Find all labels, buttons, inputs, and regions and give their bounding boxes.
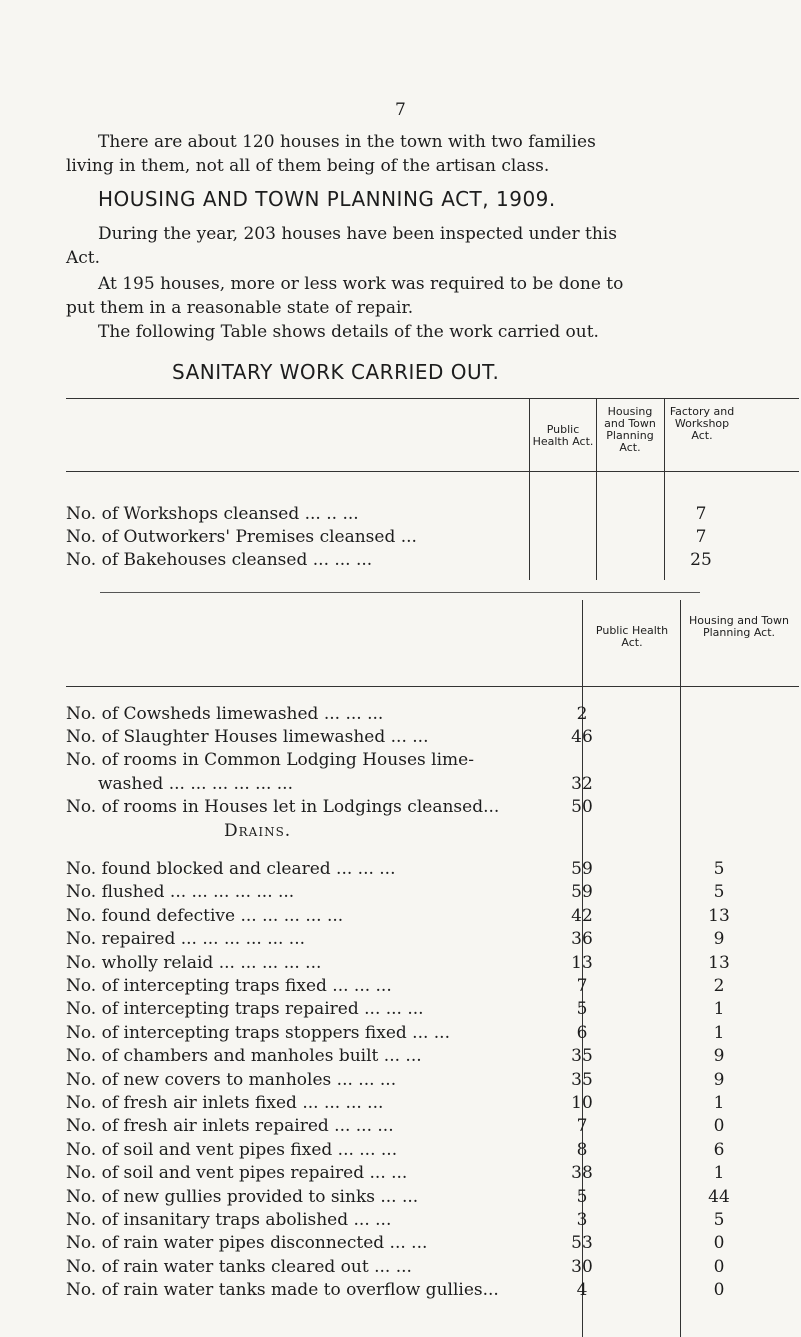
table-row: No. of Bakehouses cleansed ... ... ... 25 (66, 550, 712, 570)
col-housing-town-planning: Housing and Town Planning Act. (604, 405, 656, 454)
value-housing-town-planning: 13 (708, 905, 730, 926)
value-public-health: 6 (576, 1022, 588, 1043)
table-row (66, 1186, 800, 1208)
table-row (66, 998, 800, 1020)
row-label: No. of intercepting traps stoppers fixed ... ... (66, 1022, 450, 1043)
row-label: No. of new gullies provided to sinks ... ... (66, 1186, 419, 1207)
value-public-health: 5 (576, 999, 588, 1020)
row-label: No. of new covers to manholes ... ... ... (66, 1069, 397, 1090)
value-public-health: 35 (571, 1046, 593, 1067)
table-row (66, 1045, 800, 1067)
row-label: No. of rooms in Common Lodging Houses lime- (66, 750, 474, 771)
value-housing-town-planning: 1 (713, 999, 725, 1020)
value-public-health: 10 (571, 1093, 593, 1113)
value-public-health: 7 (576, 976, 588, 996)
value-housing-town-planning: 1 (713, 1093, 725, 1113)
housing-para-1b: Act. (66, 248, 101, 268)
table-row (66, 1139, 800, 1161)
value-housing-town-planning: 5 (713, 859, 725, 879)
value-public-health: 7 (576, 1116, 588, 1137)
housing-para-2: At 195 houses, more or less work was required to be done to (98, 274, 624, 294)
row-label: No. wholly relaid ... ... ... ... ... (66, 952, 322, 973)
value-public-health: 36 (571, 929, 593, 950)
value-public-health: 50 (571, 796, 593, 817)
col2-housing-town-planning: Housing and Town Planning Act. (689, 614, 789, 639)
value-public-health: 53 (571, 1233, 593, 1254)
housing-para-2b: put them in a reasonable state of repair. (66, 298, 414, 318)
row-label: No. found blocked and cleared ... ... ... (66, 859, 396, 879)
value-housing-town-planning: 9 (713, 929, 725, 950)
housing-para-1: During the year, 203 houses have been inspected under this (98, 224, 617, 244)
value-public-health: 13 (571, 952, 593, 973)
table-row (66, 703, 800, 725)
row-label: No. of rain water tanks cleared out ... ... (66, 1256, 412, 1277)
table-row (66, 975, 800, 997)
value-housing-town-planning: 9 (713, 1046, 725, 1067)
row-label: No. of chambers and manholes built ... ... (66, 1046, 422, 1067)
value-public-health: 30 (571, 1256, 593, 1277)
table-row: No. of Workshops cleansed ... .. ... 7 (66, 504, 707, 524)
table-row (66, 773, 800, 795)
value-housing-town-planning: 13 (708, 952, 730, 973)
row-label: No. of Slaughter Houses limewashed ... ... (66, 727, 429, 748)
value-public-health: 2 (576, 704, 588, 724)
table-row (66, 1162, 800, 1184)
value-public-health: 32 (571, 773, 593, 794)
row-label: No. of fresh air inlets fixed ... ... ... ... (66, 1093, 384, 1113)
value-public-health: 38 (571, 1163, 593, 1184)
row-label: No. of intercepting traps repaired ... ... ... (66, 999, 424, 1020)
value-public-health: 8 (576, 1139, 588, 1160)
housing-heading: HOUSING AND TOWN PLANNING ACT, 1909. (98, 187, 556, 211)
value-housing-town-planning: 1 (713, 1022, 725, 1043)
intro-line-2: living in them, not all of them being of the artisan class. (66, 156, 550, 176)
value-public-health: 5 (576, 1186, 588, 1207)
sanitary-heading: SANITARY WORK CARRIED OUT. (172, 360, 500, 384)
value-public-health: 3 (576, 1210, 588, 1230)
table-row (66, 905, 800, 927)
table-row (66, 881, 800, 903)
row-label: No. of rain water tanks made to overflow gullies... (66, 1280, 499, 1301)
table-row (66, 1232, 800, 1254)
row-label: No. of insanitary traps abolished ... ... (66, 1210, 392, 1230)
table-row (66, 952, 800, 974)
value-public-health: 59 (571, 859, 593, 879)
row-label: No. of soil and vent pipes repaired ... ... (66, 1163, 408, 1184)
value-public-health: 4 (576, 1280, 588, 1301)
row-label: No. of rooms in Houses let in Lodgings cleansed... (66, 796, 500, 817)
value-housing-town-planning: 6 (713, 1139, 725, 1160)
table-row (66, 796, 800, 818)
value-housing-town-planning: 0 (713, 1256, 725, 1277)
intro-line-1: There are about 120 houses in the town with two families (98, 132, 596, 152)
drains-heading: Drains. (224, 821, 292, 841)
table-row (66, 858, 800, 880)
value-housing-town-planning: 0 (713, 1116, 725, 1137)
value-housing-town-planning: 0 (713, 1280, 725, 1301)
col2-public-health: Public Health Act. (595, 624, 669, 649)
value-housing-town-planning: 2 (713, 976, 725, 996)
table-row (66, 1092, 800, 1114)
page-number: 7 (395, 100, 406, 120)
table-row (66, 1069, 800, 1091)
table-row (66, 1209, 800, 1231)
table-row (66, 1256, 800, 1278)
value-public-health: 46 (571, 727, 593, 748)
row-label: No. of intercepting traps fixed ... ... ... (66, 976, 392, 996)
row-label: washed ... ... ... ... ... ... (98, 773, 293, 794)
row-label: No. of fresh air inlets repaired ... ... ... (66, 1116, 394, 1137)
value-housing-town-planning: 9 (713, 1069, 725, 1090)
value-housing-town-planning: 5 (713, 882, 725, 903)
table-row (66, 1279, 800, 1301)
row-label: No. repaired ... ... ... ... ... ... (66, 929, 306, 950)
row-label: No. of soil and vent pipes fixed ... ... ... (66, 1139, 398, 1160)
value-housing-town-planning: 44 (708, 1186, 730, 1207)
value-housing-town-planning: 1 (713, 1163, 725, 1184)
table-row: No. of Outworkers' Premises cleansed ... 7 (66, 527, 707, 547)
value-public-health: 59 (571, 882, 593, 903)
table-row (66, 726, 800, 748)
row-label: No. of Cowsheds limewashed ... ... ... (66, 704, 384, 724)
table-row (66, 928, 800, 950)
value-public-health: 35 (571, 1069, 593, 1090)
col-public-health: Public Health Act. (532, 423, 594, 448)
value-public-health: 42 (571, 905, 593, 926)
row-label: No. found defective ... ... ... ... ... (66, 905, 344, 926)
table-row (66, 1022, 800, 1044)
col-factory-workshop: Factory and Workshop Act. (669, 405, 735, 442)
value-housing-town-planning: 5 (713, 1210, 725, 1230)
row-label: No. of rain water pipes disconnected ... ... (66, 1233, 428, 1254)
housing-para-3: The following Table shows details of the work carried out. (98, 322, 599, 342)
value-housing-town-planning: 0 (713, 1233, 725, 1254)
table-row (66, 1115, 800, 1137)
row-label: No. flushed ... ... ... ... ... ... (66, 882, 295, 903)
table-row (66, 749, 800, 771)
